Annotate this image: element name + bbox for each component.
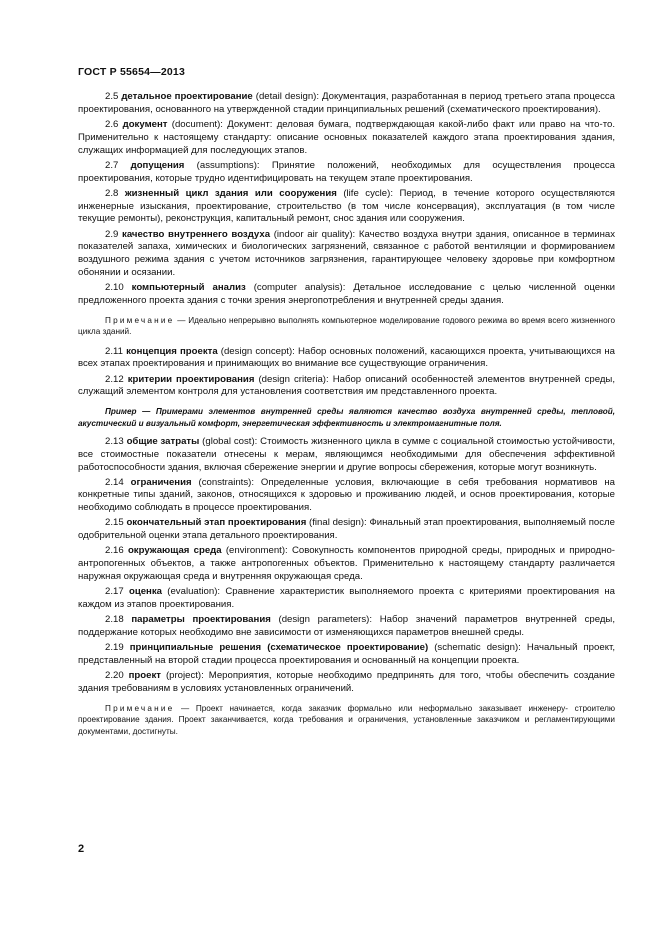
definition-text: (evaluation): Сравнение характеристик выполняемого проекта с критериями проектирования на каждом из этапов проектирования. <box>78 586 615 611</box>
term: критерии проектирования <box>127 373 255 385</box>
definition-2-14 <box>78 477 615 515</box>
item-number: 2.12 <box>105 373 124 385</box>
term: параметры проектирования <box>131 614 271 626</box>
item-number: 2.5 <box>105 91 119 102</box>
definition-2-9 <box>78 229 615 280</box>
note-text: — Проект начинается, когда заказчик формально или неформально заказывает инженеру- строителю проектирование здания. Проект заканчивается, когда требования и ограничения, установленные заказчиком и регламентирующими документами, достигнуты. <box>78 703 615 736</box>
definition-2-5 <box>78 91 615 117</box>
item-number: 2.19 <box>105 642 124 654</box>
definition-2-20 <box>78 670 615 696</box>
definition-text: (detail design): Документация, разработанная в период третьего этапа процесса проектирования, основанного на утвержденной стадии принципиальных решений (схематического проектирования). <box>78 91 615 115</box>
item-number: 2.14 <box>105 476 124 488</box>
example-2-12: Пример — Примерами элементов внутренней среды являются качество воздуха внутренней среды, тепловой, акустический и визуальный комфорт, энергетическая эффективность и электромагнитные поля. <box>78 407 615 428</box>
definition-text: (document): Документ: деловая бумага, подтверждающая какой-либо факт или право на что-то. Применительно к настоящему стандарту: описание основных показателей каждого этапа проектирования здания, служащих информацией для последующих этапов. <box>78 118 615 156</box>
term: жизненный цикл здания или сооружения <box>124 187 337 199</box>
definition-text: (assumptions): Принятие положений, необходимых для осуществления процесса проектирования, которые трудно идентифицировать на текущем этапе проектирования. <box>78 159 615 184</box>
definition-2-12 <box>78 374 615 400</box>
definition-2-16 <box>78 545 615 583</box>
item-number: 2.15 <box>105 517 124 529</box>
definition-text: (schematic design): Начальный проект, представленный на второй стадии процесса проектирования и основанный на концепции проекта. <box>78 642 615 666</box>
term: оценка <box>128 586 162 598</box>
definition-2-10 <box>78 282 615 308</box>
definition-text: (constraints): Определенные условия, включающие в себя требования нормативов на конкретные типы зданий, законов, относящихся к здоровью и проживанию людей, и основ проектирования, которые необходимо соблюдать в процессе проектирования. <box>78 476 616 514</box>
definition-2-19 <box>78 642 615 668</box>
definition-text: (environment): Совокупность компонентов природной среды, природных и природно-антропогенных объектов, а также антропогенных объектов. Применительно к настоящему стандарту различается наружная окружающая среда и внутренняя окружающая среда. <box>78 545 615 583</box>
definition-2-17 <box>78 586 615 612</box>
item-number: 2.9 <box>105 228 119 240</box>
note-label: Примечание <box>105 315 175 325</box>
item-number: 2.18 <box>105 614 124 626</box>
term: качество внутреннего воздуха <box>122 228 271 240</box>
definition-text: (project): Мероприятия, которые необходимо предпринять для того, чтобы обеспечить создание здания требованиям в условиях установленных ограничений. <box>78 670 615 694</box>
item-number: 2.13 <box>105 435 124 447</box>
note-label: Примечание <box>105 703 175 713</box>
term: ограничения <box>130 476 192 488</box>
definition-2-18 <box>78 614 615 640</box>
term: компьютерный анализ <box>131 282 246 294</box>
term: детальное проектирование <box>121 91 253 102</box>
document-body <box>78 91 615 745</box>
item-number: 2.10 <box>105 282 124 294</box>
term: окончательный этап проектирования <box>126 517 307 529</box>
term: принципиальные решения (схематическое проектирование) <box>129 642 429 654</box>
definition-text: (final design): Финальный этап проектирования, выполняемый после одобрительной оценки этапа детального проектирования. <box>78 517 615 542</box>
item-number: 2.8 <box>105 187 119 199</box>
note-2-10 <box>78 315 615 338</box>
definition-text: (life cycle): Период, в течение которого осуществляются инженерные изыскания, проектирование, строительство (в том числе консервация), эксплуатация (в том числе текущие ремонты), реконструкция, капитальный ремонт, снос здания или сооружения. <box>78 187 616 225</box>
item-number: 2.16 <box>105 545 124 557</box>
term: проект <box>128 670 161 682</box>
definition-2-8 <box>78 188 615 226</box>
definition-text: (design criteria): Набор описаний особенностей элементов внутренней среды, служащий элементом контроля для установления соответствия им представленного проекта. <box>78 373 615 398</box>
definition-text: (design parameters): Набор значений параметров внутренней среды, поддержание которых необходимо вне зависимости от изменяющихся параметров внешней среды. <box>78 614 615 639</box>
definition-text: (design concept): Набор основных положений, касающихся проекта, учитывающихся на всех этапах проектирования и принимающих во внимание все существующие ограничения. <box>78 345 615 370</box>
item-number: 2.11 <box>105 345 123 357</box>
item-number: 2.6 <box>105 118 119 130</box>
definition-2-15 <box>78 517 615 543</box>
item-number: 2.17 <box>105 586 124 598</box>
term: общие затраты <box>126 435 200 447</box>
definition-2-6 <box>78 119 615 157</box>
document-header: ГОСТ Р 55654—2013 <box>78 66 186 78</box>
definition-text: (indoor air quality): Качество воздуха внутри здания, описанное в терминах показателей запаха, химических и биологических загрязнений, связанное с работой вентиляции и формированием воздушного режима здания с учетом источников загрязнения, гарантирующее человеку здоровье при комфортном обонянии и осязании. <box>78 228 615 278</box>
definition-text: (global cost): Стоимость жизненного цикла в сумме с социальной стоимостью устойчивости, все стоимостные показатели отнесены к мерам, являющимся необходимыми для обеспечения эффективной работоспособности здания, включая сбережение энергии и другие вопросы сбережения, которые могут возникнуть. <box>78 435 615 473</box>
note-text: — Идеально непрерывно выполнять компьютерное моделирование годового режима во время всего жизненного цикла зданий. <box>78 315 615 337</box>
note-2-20 <box>78 703 615 737</box>
page-number: 2 <box>78 843 85 855</box>
definition-2-13 <box>78 436 615 474</box>
definition-text: (computer analysis): Детальное исследование с целью численной оценки предложенного проекта здания с точки зрения энергопотребления и внутренней среды здания. <box>78 282 615 306</box>
term: окружающая среда <box>127 545 222 557</box>
item-number: 2.20 <box>105 670 124 682</box>
definition-2-11 <box>78 346 615 372</box>
definition-2-7 <box>78 160 615 186</box>
term: допущения <box>130 159 185 171</box>
item-number: 2.7 <box>105 159 119 171</box>
term: документ <box>122 118 168 130</box>
term: концепция проекта <box>126 345 218 357</box>
